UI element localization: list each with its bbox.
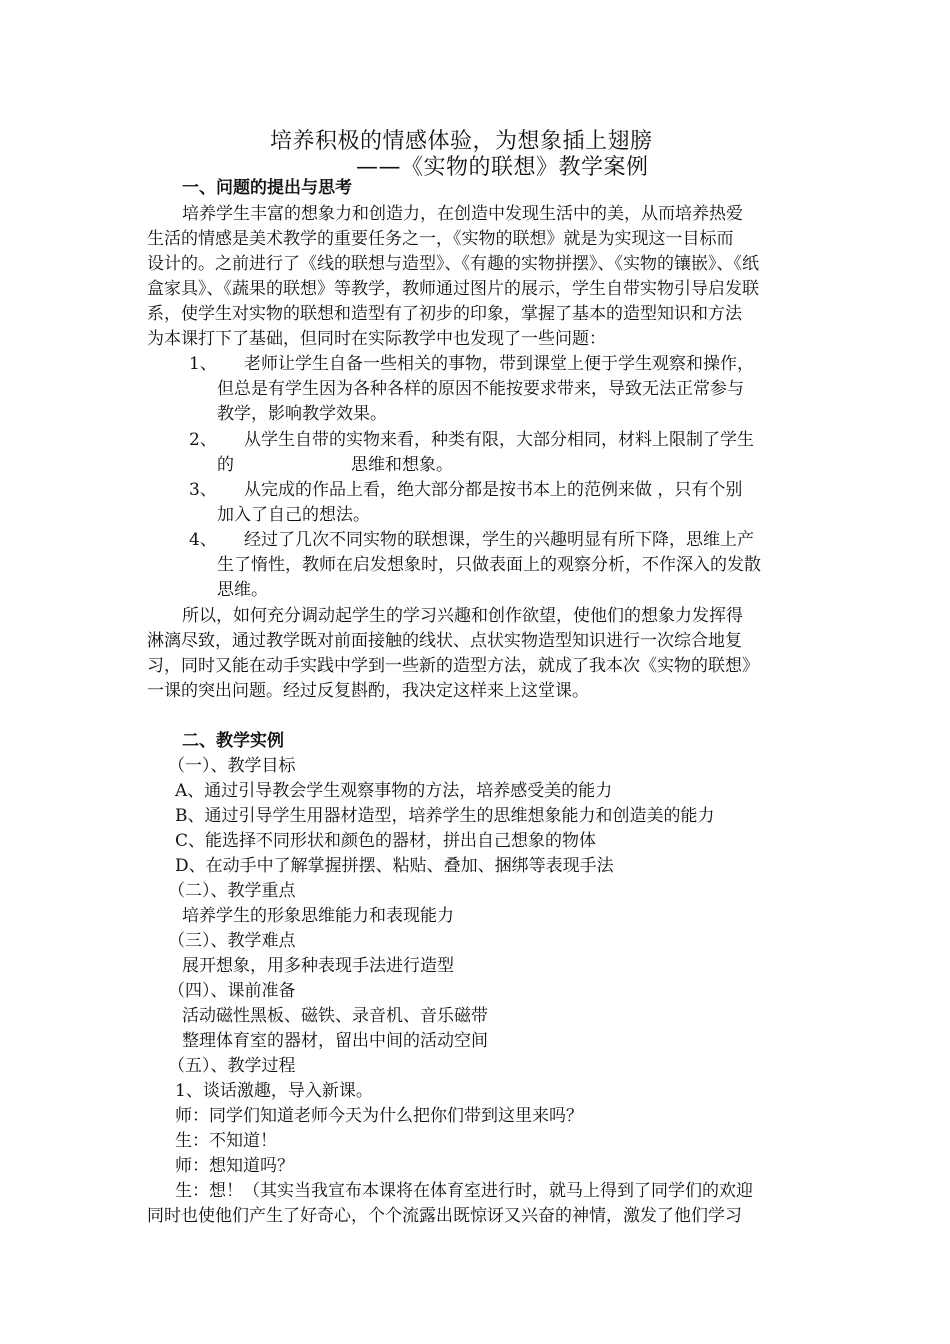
objective-line: D、在动手中了解掌握拼摆、粘贴、叠加、捆绑等表现手法 — [175, 856, 614, 876]
list-item-line: 从学生自带的实物来看，种类有限，大部分相同，材料上限制了学生 — [244, 430, 754, 450]
dialogue-line: 师：同学们知道老师今天为什么把你们带到这里来吗？ — [175, 1106, 583, 1126]
list-item-line: 经过了几次不同实物的联想课，学生的兴趣明显有所下降，思维上产 — [244, 530, 754, 550]
document-subtitle: ——《实物的联想》教学案例 — [356, 155, 649, 180]
dialogue-line: 生：想！（其实当我宣布本课将在体育室进行时，就马上得到了同学们的欢迎 — [175, 1181, 753, 1201]
subheading: （三）、教学难点 — [168, 931, 296, 951]
list-item-line: 思维和想象。 — [351, 455, 453, 475]
list-item-line: 加入了自己的想法。 — [217, 505, 370, 525]
intro-line: 系，使学生对实物的联想和造型有了初步的印象，掌握了基本的造型知识和方法 — [147, 304, 742, 324]
subheading: （五）、教学过程 — [168, 1056, 296, 1076]
conclusion-line: 淋漓尽致，通过教学既对前面接触的线状、点状实物造型知识进行一次综合地复 — [147, 631, 742, 651]
objective-line: C、能选择不同形状和颜色的器材，拼出自己想象的物体 — [175, 831, 597, 851]
list-item-number: 1、 — [189, 354, 217, 374]
conclusion-line: 一课的突出问题。经过反复斟酌，我决定这样来上这堂课。 — [147, 681, 589, 701]
list-item-line: 从完成的作品上看，绝大部分都是按书本上的范例来做 ，只有个别 — [244, 480, 743, 500]
intro-line: 盒家具》、《蔬果的联想》等教学，教师通过图片的展示，学生自带实物引导启发联 — [147, 279, 759, 299]
list-item-line: 生了惰性，教师在启发想象时，只做表面上的观察分析，不作深入的发散 — [217, 555, 761, 575]
section1-heading: 一、问题的提出与思考 — [182, 178, 352, 198]
subheading: （二）、教学重点 — [168, 881, 296, 901]
dialogue-line: 生：不知道！ — [175, 1131, 277, 1151]
body-line: 展开想象，用多种表现手法进行造型 — [182, 956, 454, 976]
intro-line: 设计的。之前进行了《线的联想与造型》、《有趣的实物拼摆》、《实物的镶嵌》、《纸 — [147, 254, 759, 274]
body-line: 1、谈话激趣，导入新课。 — [175, 1081, 373, 1101]
intro-line: 为本课打下了基础，但同时在实际教学中也发现了一些问题： — [147, 329, 606, 349]
objective-line: A、通过引导教会学生观察事物的方法，培养感受美的能力 — [175, 781, 613, 801]
body-line: 整理体育室的器材，留出中间的活动空间 — [182, 1031, 488, 1051]
intro-line: 生活的情感是美术教学的重要任务之一，《实物的联想》就是为实现这一目标而 — [147, 229, 734, 249]
body-line: 培养学生的形象思维能力和表现能力 — [182, 906, 454, 926]
objective-line: B、通过引导学生用器材造型，培养学生的思维想象能力和创造美的能力 — [175, 806, 715, 826]
subheading: （一）、教学目标 — [168, 756, 296, 776]
list-item-number: 3、 — [189, 480, 217, 500]
list-item-number: 2、 — [189, 430, 217, 450]
dialogue-line: 同时也使他们产生了好奇心，个个流露出既惊讶又兴奋的神情，激发了他们学习 — [147, 1206, 742, 1226]
list-item-line: 但总是有学生因为各种各样的原因不能按要求带来，导致无法正常参与 — [217, 379, 744, 399]
section2-heading: 二、教学实例 — [182, 731, 284, 751]
list-item-line: 思维。 — [217, 580, 268, 600]
list-item-line: 教学，影响教学效果。 — [217, 404, 387, 424]
intro-line: 培养学生丰富的想象力和创造力，在创造中发现生活中的美，从而培养热爱 — [182, 204, 743, 224]
conclusion-line: 习，同时又能在动手实践中学到一些新的造型方法，就成了我本次《实物的联想》 — [147, 656, 759, 676]
subheading: （四）、课前准备 — [168, 981, 296, 1001]
list-item-number: 4、 — [189, 530, 217, 550]
dialogue-line: 师：想知道吗？ — [175, 1156, 294, 1176]
list-item-line: 老师让学生自备一些相关的事物，带到课堂上便于学生观察和操作， — [244, 354, 754, 374]
document-title: 培养积极的情感体验，为想象插上翅膀 — [270, 129, 653, 154]
conclusion-line: 所以，如何充分调动起学生的学习兴趣和创作欲望，使他们的想象力发挥得 — [182, 606, 743, 626]
body-line: 活动磁性黑板、磁铁、录音机、音乐磁带 — [182, 1006, 488, 1026]
list-item-line: 的 — [217, 455, 234, 475]
